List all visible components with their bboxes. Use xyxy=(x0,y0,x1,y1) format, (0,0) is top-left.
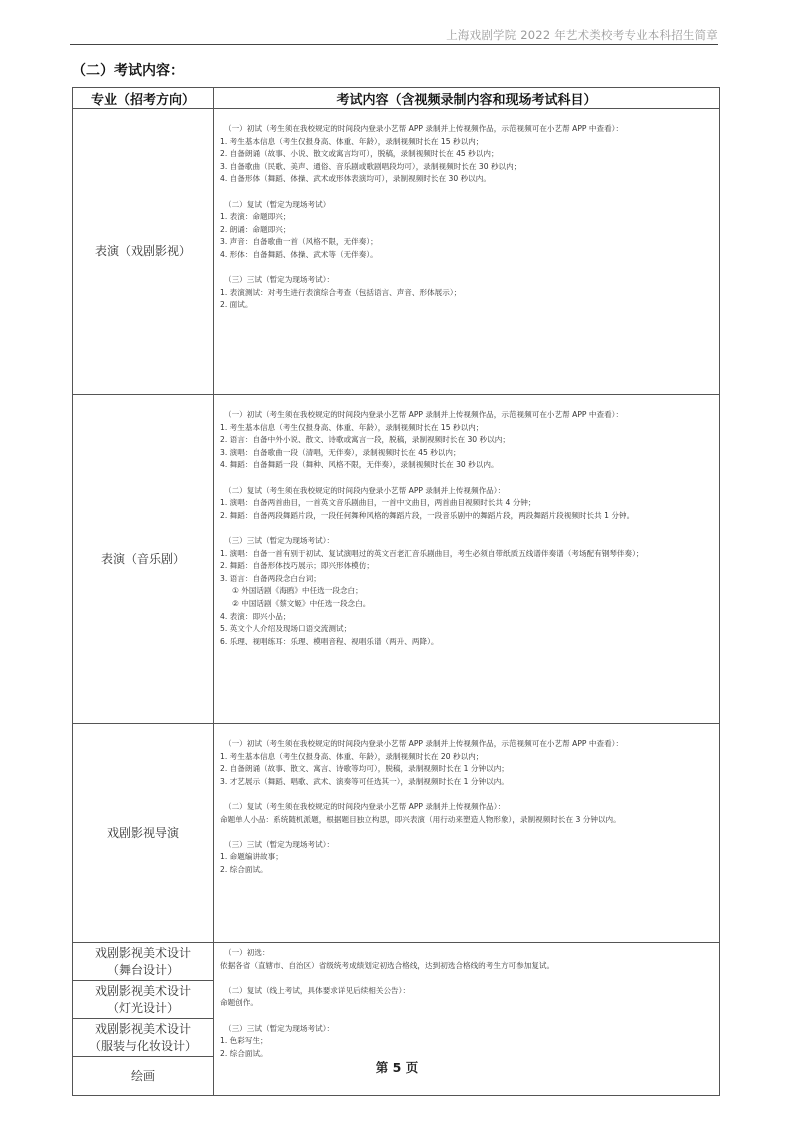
stage-heading: （三）三试（暂定为现场考试）： xyxy=(224,535,335,545)
exam-stage-block xyxy=(220,123,713,186)
stage-heading: （一）初选： xyxy=(224,948,270,957)
stage-item: 命题单人小品：系统随机派题，根据题目独立构思，即兴表演（用行动来塑造人物形象），录制视频时长在 3 分钟以内。 xyxy=(220,814,621,824)
table-header-row xyxy=(73,88,720,109)
stage-subitem: ② 中国话剧《蔡文姬》中任选一段念白。 xyxy=(232,598,371,608)
stage-item: 2. 综合面试。 xyxy=(220,864,268,874)
major-name: 戏剧影视美术设计 xyxy=(94,945,191,960)
stage-item: 2. 面试。 xyxy=(220,300,253,310)
stage-item: 3. 语言：自备两段念白台词； xyxy=(220,573,321,583)
exam-stage-block xyxy=(220,409,713,472)
exam-stage-block xyxy=(220,1023,713,1061)
running-header-title: 上海戏剧学院 2022 年艺术类校考专业本科招生简章 xyxy=(446,28,718,42)
exam-stage-block xyxy=(220,485,713,523)
exam-stage-block xyxy=(220,947,713,972)
major-name: 戏剧影视美术设计 xyxy=(94,1021,191,1036)
major-cell xyxy=(73,1019,214,1057)
stage-item: 2. 朗诵：命题即兴； xyxy=(220,224,291,234)
exam-stage-block xyxy=(220,985,713,1010)
exam-content-table xyxy=(72,87,720,1096)
major-cell xyxy=(73,943,214,981)
stage-item: 1. 命题编讲故事； xyxy=(220,852,283,862)
stage-item: 1. 考生基本信息（考生仅报身高、体重、年龄），录制视频时长在 15 秒以内； xyxy=(220,422,484,432)
table-row xyxy=(73,943,720,981)
major-name: 绘画 xyxy=(130,1068,155,1083)
stage-item: 1. 色彩写生； xyxy=(220,1036,268,1046)
running-header xyxy=(70,28,718,45)
stage-item: 1. 表演：命题即兴； xyxy=(220,212,291,222)
stage-item: 6. 乐理、视唱练耳：乐理、模唱音程、视唱乐谱（两升、两降）。 xyxy=(220,636,439,646)
exam-stage-block xyxy=(220,801,713,826)
table-row xyxy=(73,724,720,943)
stage-item: 1. 考生基本信息（考生仅报身高、体重、年龄），录制视频时长在 15 秒以内； xyxy=(220,136,484,146)
stage-item: 1. 演唱：自备两首曲目，一首英文音乐剧曲目，一首中文曲目，两首曲目视频时长共 4 分钟； xyxy=(220,498,536,508)
stage-item: 3. 声音：自备歌曲一首（风格不限，无伴奏）； xyxy=(220,237,378,247)
major-name: 戏剧影视美术设计 xyxy=(94,983,191,998)
stage-heading: （二）复试（考生须在我校规定的时间段内登录小艺帮 APP 录制并上传视频作品）： xyxy=(224,801,506,811)
stage-heading: （一）初试（考生须在我校规定的时间段内登录小艺帮 APP 录制并上传视频作品，示范视频可在小艺帮 APP 中查看）： xyxy=(224,410,624,419)
stage-item: 2. 舞蹈：自备两段舞蹈片段，一段任何舞种风格的舞蹈片段，一段音乐剧中的舞蹈片段，两段舞蹈片段视频时长共 1 分钟。 xyxy=(220,510,635,520)
stage-item: 2. 语言：自备中外小说、散文、诗歌或寓言一段，脱稿，录制视频时长在 30 秒以内； xyxy=(220,435,510,445)
major-direction: （服装与化妆设计） xyxy=(88,1038,197,1053)
major-cell: 表演（戏剧影视） xyxy=(73,109,214,395)
stage-item: 4. 舞蹈：自备舞蹈一段（舞种、风格不限，无伴奏），录制视频时长在 30 秒以内。 xyxy=(220,460,499,470)
major-cell: 表演（音乐剧） xyxy=(73,395,214,724)
stage-item: 3. 演唱：自备歌曲一段（清唱，无伴奏），录制视频时长在 45 秒以内； xyxy=(220,447,461,457)
stage-heading: （三）三试（暂定为现场考试）： xyxy=(224,275,335,285)
exam-stage-block xyxy=(220,839,713,877)
stage-item: 2. 综合面试。 xyxy=(220,1048,268,1058)
page-number: 第 5 页 xyxy=(375,1060,419,1075)
stage-item: 2. 自备朗诵（故事、散文、寓言、诗歌等均可），脱稿，录制视频时长在 1 分钟以内； xyxy=(220,764,509,774)
stage-heading: （二）复试（考生须在我校规定的时间段内登录小艺帮 APP 录制并上传视频作品）： xyxy=(224,485,506,495)
stage-heading: （一）初试（考生须在我校规定的时间段内登录小艺帮 APP 录制并上传视频作品，示范视频可在小艺帮 APP 中查看）： xyxy=(224,124,624,133)
exam-stage-block xyxy=(220,738,713,788)
table-row xyxy=(73,395,720,724)
stage-item: 4. 表演：即兴小品； xyxy=(220,611,291,621)
section-title: （二）考试内容： xyxy=(72,63,184,79)
exam-stage-block xyxy=(220,274,713,312)
content-cell xyxy=(214,109,720,395)
stage-item: 4. 自备形体（舞蹈、体操、武术或形体表演均可），录制视频时长在 30 秒以内。 xyxy=(220,174,491,184)
stage-heading: （三）三试（暂定为现场考试）： xyxy=(224,839,335,849)
stage-item: 5. 英文个人介绍及现场口语交流测试； xyxy=(220,624,352,634)
column-header-content: 考试内容（含视频录制内容和现场考试科目） xyxy=(214,88,720,109)
stage-item: 依据各省（直辖市、自治区）省级统考成绩划定初选合格线，达到初选合格线的考生方可参加复试。 xyxy=(220,960,555,970)
table-row xyxy=(73,109,720,395)
stage-item: 2. 舞蹈：自备形体技巧展示；即兴形体模仿； xyxy=(220,561,374,571)
stage-item: 1. 演唱：自备一首有别于初试、复试演唱过的英文百老汇音乐剧曲目，考生必须自带纸质五线谱伴奏谱（考场配有钢琴伴奏）； xyxy=(220,548,644,558)
stage-item: 2. 自备朗诵（故事、小说、散文或寓言均可），脱稿，录制视频时长在 45 秒以内； xyxy=(220,149,499,159)
exam-stage-block xyxy=(220,535,713,648)
major-direction: （舞台设计） xyxy=(106,962,179,977)
column-header-major: 专业（招考方向） xyxy=(73,88,214,109)
stage-item: 3. 自备歌曲（民歌、美声、通俗、音乐剧或歌剧唱段均可），录制视频时长在 30 秒以内； xyxy=(220,161,522,171)
major-cell: 戏剧影视导演 xyxy=(73,724,214,943)
major-direction: （灯光设计） xyxy=(106,1000,179,1015)
stage-heading: （二）复试（暂定为现场考试） xyxy=(224,199,331,209)
stage-item: 1. 表演测试：对考生进行表演综合考查（包括语言、声音、形体展示）； xyxy=(220,287,462,297)
stage-heading: （二）复试（线上考试，具体要求详见后续相关公告）： xyxy=(224,985,411,995)
stage-heading: （一）初试（考生须在我校规定的时间段内登录小艺帮 APP 录制并上传视频作品，示范视频可在小艺帮 APP 中查看）： xyxy=(224,739,624,748)
stage-item: 4. 形体：自备舞蹈、体操、武术等（无伴奏）。 xyxy=(220,249,378,259)
content-cell xyxy=(214,395,720,724)
major-cell xyxy=(73,981,214,1019)
stage-item: 1. 考生基本信息（考生仅报身高、体重、年龄），录制视频时长在 20 秒以内； xyxy=(220,751,484,761)
stage-item: 命题创作。 xyxy=(220,998,258,1008)
stage-subitem: ① 外国话剧《海鸥》中任选一段念白； xyxy=(232,586,363,596)
stage-heading: （三）三试（暂定为现场考试）： xyxy=(224,1023,335,1033)
content-cell xyxy=(214,724,720,943)
exam-stage-block xyxy=(220,199,713,262)
stage-item: 3. 才艺展示（舞蹈、唱歌、武术、演奏等可任选其一），录制视频时长在 1 分钟以内。 xyxy=(220,776,509,786)
